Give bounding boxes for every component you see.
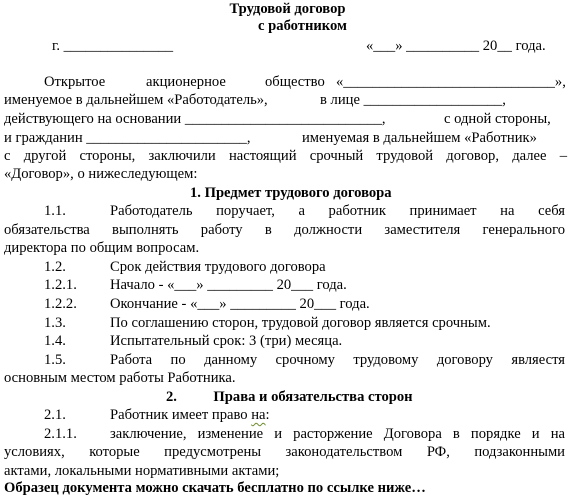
clause-text: Работник имеет право на: <box>110 407 270 423</box>
section-1-heading: 1. Предмет трудового договора <box>190 185 392 201</box>
clause-number: 1.3. <box>44 315 66 331</box>
city-field: г. _______________ <box>52 38 174 54</box>
download-note: Образец документа можно скачать бесплатно по ссылке ниже… <box>4 480 426 496</box>
clause-text: условиях, которые предусмотрены законодательством РФ, подзаконными <box>4 444 565 460</box>
clause-text: директора по общим вопросам. <box>4 240 200 256</box>
clause-text: основным местом работы Работника. <box>4 370 236 386</box>
intro-line: с одной стороны, <box>444 111 551 127</box>
clause-number: 2.1. <box>44 407 66 423</box>
end-date-field: Окончание - «___» _________ 20___ года. <box>110 296 370 312</box>
intro-word: общество <box>265 74 325 90</box>
intro-line: с другой стороны, заключили настоящий срочный трудовой договор, далее – <box>4 148 567 164</box>
start-date-field: Начало - «___» _________ 20___ года. <box>110 277 347 293</box>
document-title: Трудовой договор <box>229 1 346 17</box>
clause-number: 1.4. <box>44 333 66 349</box>
clause-number: 1.1. <box>44 203 66 219</box>
clause-number: 2.1.1. <box>44 426 77 442</box>
clause-number: 1.2.1. <box>44 277 77 293</box>
clause-text: Работа по данному срочному трудовому договору являестя <box>110 352 565 368</box>
employee-name-field: и гражданин ______________________, <box>4 130 251 146</box>
clause-number: 1.2.2. <box>44 296 77 312</box>
spellcheck-word: на <box>251 407 266 423</box>
intro-line: именуемое в дальнейшем «Работодатель», <box>4 92 268 108</box>
clause-text: Работодатель поручает, а работник принимает на себя <box>110 203 565 219</box>
company-name-field: «_____________________________», <box>336 74 566 90</box>
intro-line: именуемая в дальнейшем «Работник» <box>302 130 537 146</box>
clause-number: 1.2. <box>44 259 66 275</box>
clause-text: Испытательный срок: 3 (три) месяца. <box>110 333 343 349</box>
clause-text: Срок действия трудового договора <box>110 259 326 275</box>
clause-text: По соглашению сторон, трудовой договор является срочным. <box>110 315 491 331</box>
date-field: «___» __________ 20__ года. <box>366 38 546 54</box>
section-2-heading: 2. Права и обязательства сторон <box>166 389 413 405</box>
clause-text: заключение, изменение и расторжение Договора в порядке и на <box>110 426 565 442</box>
clause-text: актами, локальными нормативными актами; <box>4 463 280 479</box>
document-subtitle: с работником <box>258 18 347 34</box>
intro-line: действующего на основании ___________________________, <box>4 111 386 127</box>
clause-text: обязательства выполнять работу в должности заместителя генерального <box>4 222 565 238</box>
representative-field: в лице ___________________, <box>320 92 506 108</box>
intro-word: Открытое <box>44 74 106 90</box>
intro-line: «Договор», о нижеследующем: <box>4 166 198 182</box>
clause-number: 1.5. <box>44 352 66 368</box>
intro-word: акционерное <box>146 74 226 90</box>
